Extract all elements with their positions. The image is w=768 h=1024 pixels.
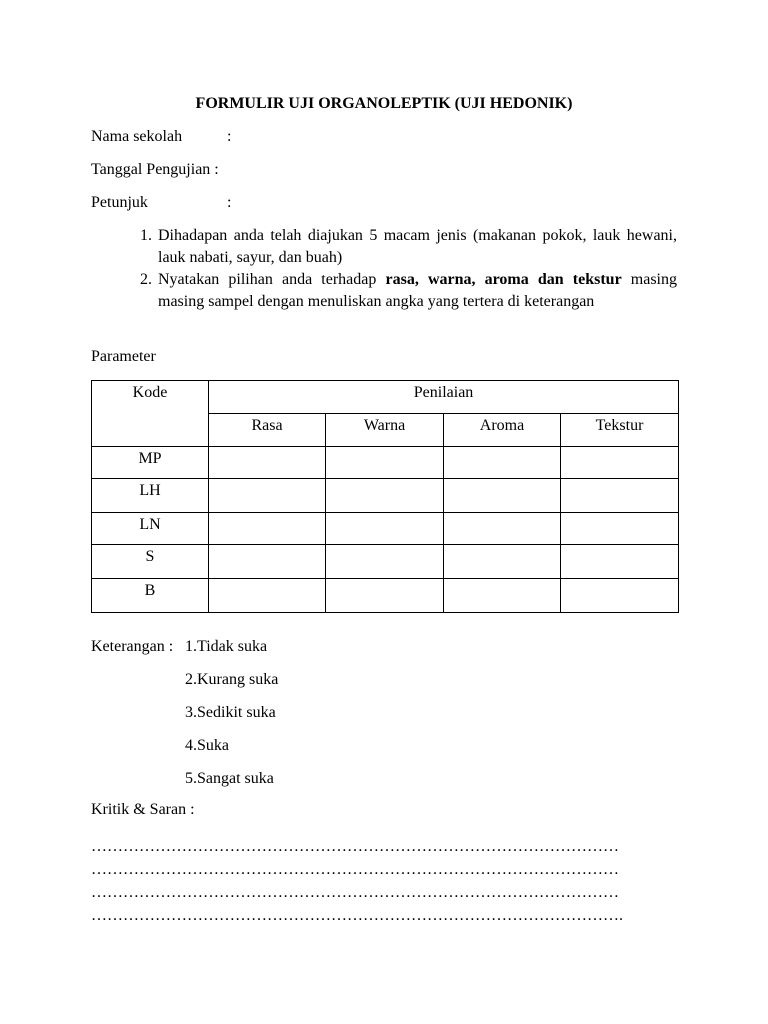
- keterangan-label: Keterangan :: [91, 638, 174, 655]
- form-title: FORMULIR UJI ORGANOLEPTIK (UJI HEDONIK): [195, 95, 573, 112]
- kritik-saran-lines[interactable]: [91, 835, 681, 927]
- instruction-number: 1.: [140, 227, 152, 244]
- dotted-line: ………………………………………………………………………………………: [91, 838, 619, 855]
- table-row: [92, 479, 679, 513]
- score-cell[interactable]: [209, 579, 326, 613]
- column-header: Aroma: [444, 414, 561, 447]
- keterangan-list: [185, 637, 278, 802]
- kode-header: Kode: [92, 381, 209, 447]
- dotted-line: ………………………………………………………………………………………: [91, 861, 619, 878]
- score-cell[interactable]: [326, 513, 444, 545]
- keterangan-item: 2.Kurang suka: [185, 671, 279, 688]
- petunjuk-label: Petunjuk: [91, 194, 148, 211]
- keterangan-item: 1.Tidak suka: [185, 638, 268, 655]
- score-cell[interactable]: [209, 479, 326, 513]
- score-cell[interactable]: [444, 513, 561, 545]
- nama-sekolah-label: Nama sekolah: [91, 128, 183, 145]
- table-row: [92, 545, 679, 579]
- kritik-saran-label: Kritik & Saran :: [91, 801, 195, 818]
- instruction-text-before: Nyatakan pilihan anda terhadap: [158, 271, 386, 288]
- score-cell[interactable]: [209, 545, 326, 579]
- row-code: S: [92, 545, 209, 579]
- tanggal-pengujian-label: Tanggal Pengujian :: [91, 161, 219, 178]
- parameter-label: Parameter: [91, 348, 156, 365]
- dotted-line: ………………………………………………………………………………………: [91, 884, 619, 901]
- penilaian-header: Penilaian: [209, 381, 679, 414]
- score-cell[interactable]: [561, 447, 679, 479]
- score-cell[interactable]: [209, 513, 326, 545]
- score-cell[interactable]: [444, 545, 561, 579]
- score-cell[interactable]: [561, 479, 679, 513]
- table-row: [92, 579, 679, 613]
- score-cell[interactable]: [326, 447, 444, 479]
- instruction-item: [130, 269, 677, 313]
- petunjuk-colon: :: [227, 194, 232, 211]
- score-cell[interactable]: [444, 579, 561, 613]
- score-cell[interactable]: [561, 545, 679, 579]
- dotted-line: ……………………………………………………………………………………….: [91, 907, 623, 924]
- instruction-text-bold: rasa, warna, aroma dan tekstur: [385, 271, 622, 288]
- score-cell[interactable]: [444, 447, 561, 479]
- keterangan-item: 3.Sedikit suka: [185, 704, 276, 721]
- score-cell[interactable]: [561, 513, 679, 545]
- instruction-item: [130, 225, 677, 269]
- row-code: LH: [92, 479, 209, 513]
- row-code: B: [92, 579, 209, 613]
- score-cell[interactable]: [444, 479, 561, 513]
- score-cell[interactable]: [209, 447, 326, 479]
- instruction-number: 2.: [140, 271, 152, 288]
- keterangan-item: 5.Sangat suka: [185, 770, 274, 787]
- column-header: Tekstur: [561, 414, 679, 447]
- table-row: [92, 513, 679, 545]
- table-row: [92, 447, 679, 479]
- score-cell[interactable]: [326, 579, 444, 613]
- score-cell[interactable]: [326, 479, 444, 513]
- instruction-text: Dihadapan anda telah diajukan 5 macam jenis (makanan pokok, lauk hewani, lauk nabati, sayur, dan buah): [158, 227, 677, 266]
- assessment-table: [91, 380, 679, 613]
- instruction-text-after: masing masing sampel dengan menuliskan angka yang tertera di keterangan: [158, 271, 678, 310]
- score-cell[interactable]: [561, 579, 679, 613]
- column-header: Rasa: [209, 414, 326, 447]
- score-cell[interactable]: [326, 545, 444, 579]
- row-code: MP: [92, 447, 209, 479]
- column-header: Warna: [326, 414, 444, 447]
- row-code: LN: [92, 513, 209, 545]
- instruction-list: [130, 225, 677, 313]
- keterangan-item: 4.Suka: [185, 737, 229, 754]
- nama-sekolah-colon: :: [227, 128, 232, 145]
